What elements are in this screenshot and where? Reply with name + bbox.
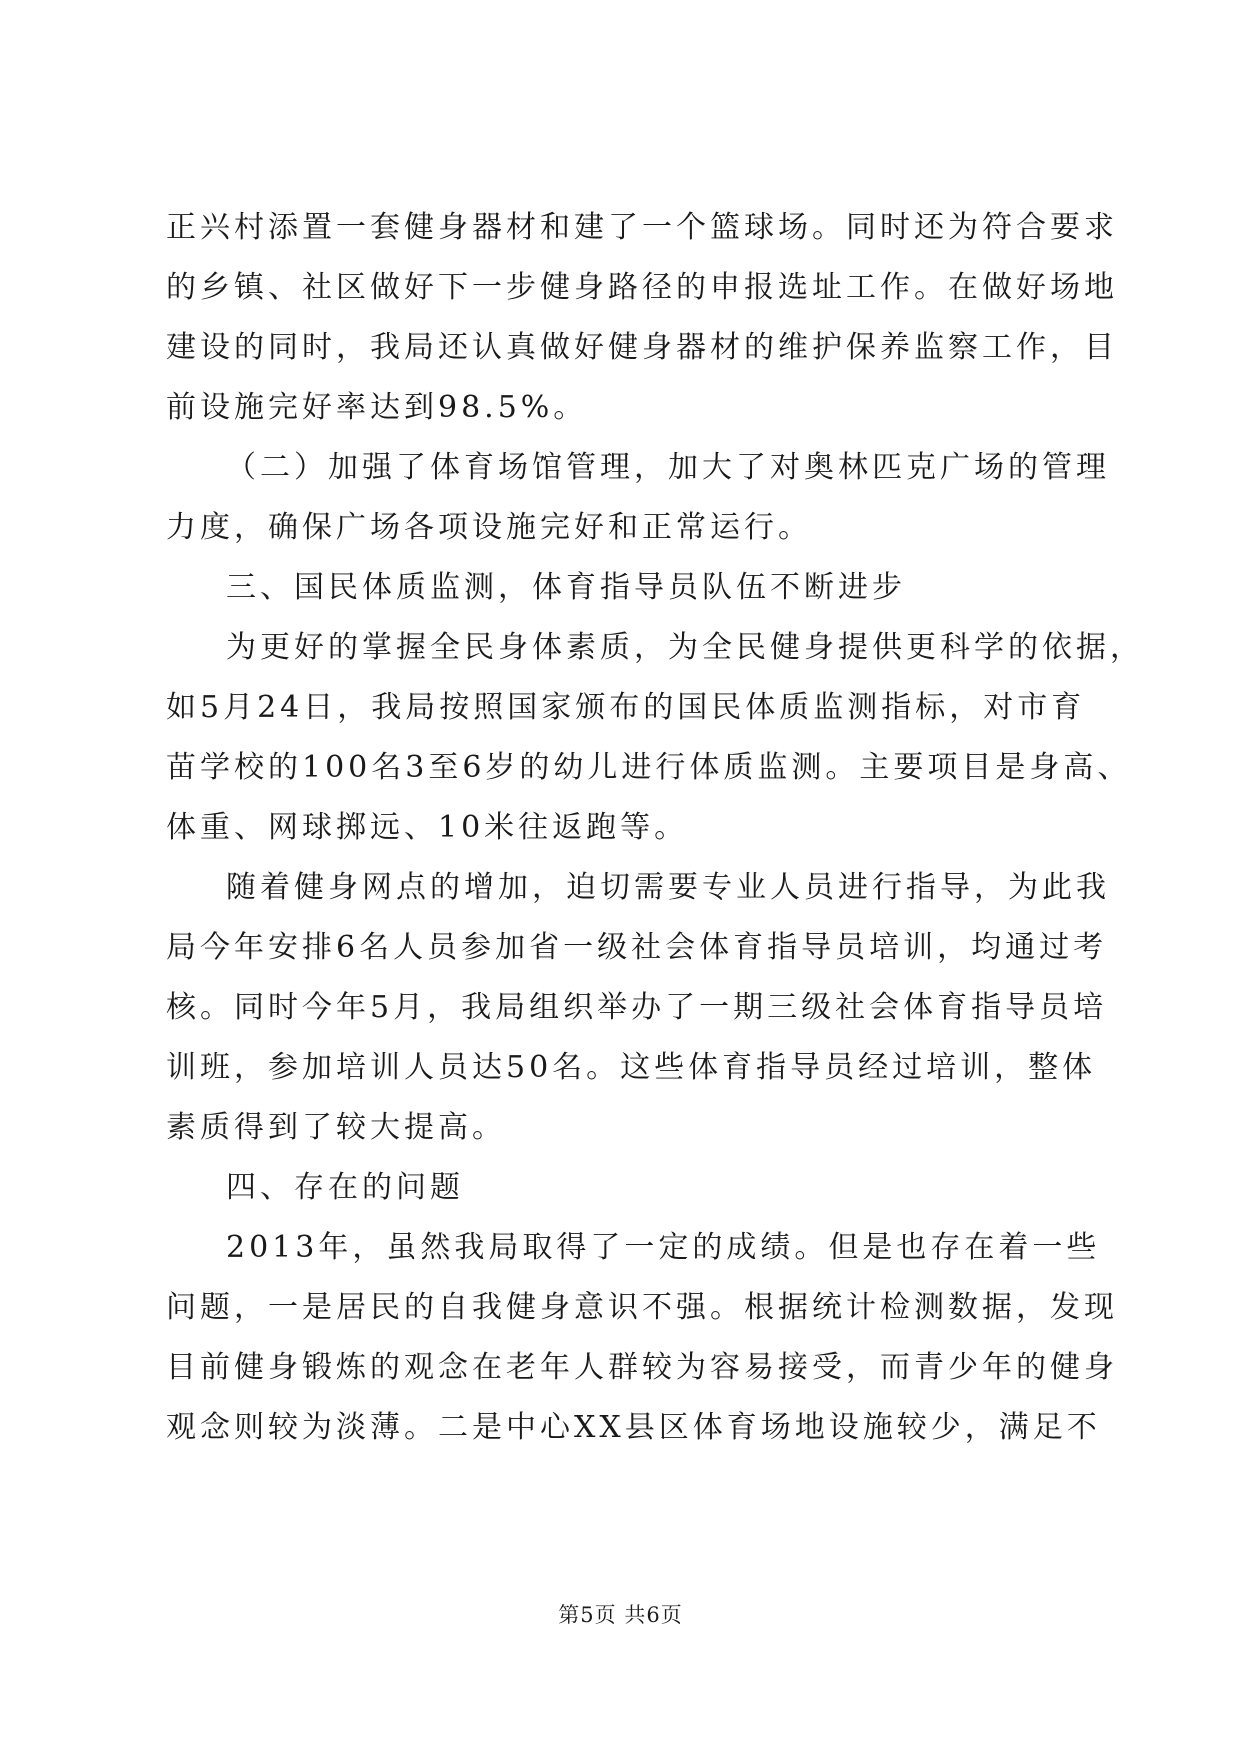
body-text-line: 目前健身锻炼的观念在老年人群较为容易接受，而青少年的健身 <box>166 1350 1118 1385</box>
body-text-line: 素质得到了较大提高。 <box>166 1110 506 1145</box>
body-text-line: 核。同时今年5月，我局组织举办了一期三级社会体育指导员培 <box>166 990 1108 1025</box>
body-text-line: 问题，一是居民的自我健身意识不强。根据统计检测数据，发现 <box>166 1290 1118 1325</box>
body-text-line: 2013年，虽然我局取得了一定的成绩。但是也存在着一些 <box>226 1230 1101 1265</box>
body-text-line: 的乡镇、社区做好下一步健身路径的申报选址工作。在做好场地 <box>166 270 1118 305</box>
body-text-line: 为更好的掌握全民身体素质，为全民健身提供更科学的依据， <box>226 630 1144 665</box>
page-number-footer: 第5页 共6页 <box>558 1603 683 1627</box>
body-text-line: 建设的同时，我局还认真做好健身器材的维护保养监察工作，目 <box>166 330 1118 365</box>
body-text-line: 训班，参加培训人员达50名。这些体育指导员经过培训，整体 <box>166 1050 1097 1085</box>
body-text-line: 正兴村添置一套健身器材和建了一个篮球场。同时还为符合要求 <box>166 210 1118 245</box>
body-text-line: 随着健身网点的增加，迫切需要专业人员进行指导，为此我 <box>226 870 1110 905</box>
section-heading: 四、存在的问题 <box>226 1170 464 1205</box>
body-text-line: 观念则较为淡薄。二是中心XX县区体育场地设施较少，满足不 <box>166 1410 1101 1445</box>
section-heading: 三、国民体质监测，体育指导员队伍不断进步 <box>226 570 906 605</box>
body-text-line: 前设施完好率达到98.5%。 <box>166 390 588 425</box>
body-text-line: 苗学校的100名3至6岁的幼儿进行体质监测。主要项目是身高、 <box>166 750 1132 785</box>
body-text-line: 体重、网球掷远、10米往返跑等。 <box>166 810 689 845</box>
body-text-line: 力度，确保广场各项设施完好和正常运行。 <box>166 510 812 545</box>
body-text-line: 局今年安排6名人员参加省一级社会体育指导员培训，均通过考 <box>166 930 1108 965</box>
body-text-line: 如5月24日，我局按照国家颁布的国民体质监测指标，对市育 <box>166 690 1086 725</box>
body-text-line: （二）加强了体育场馆管理，加大了对奥林匹克广场的管理 <box>226 450 1110 485</box>
